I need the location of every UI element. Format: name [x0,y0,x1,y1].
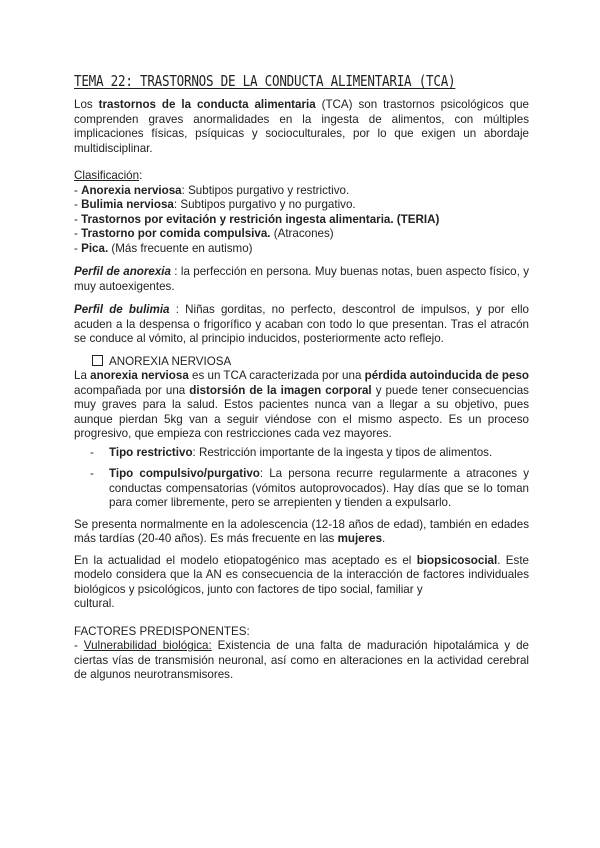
intro-text: Los [74,98,99,111]
list-dash: - [74,198,82,211]
modelo-paragraph [74,554,529,598]
text: . [382,532,386,545]
intro-paragraph [74,98,529,156]
list-item-text: : Subtipos purgativo y no purgativo. [173,198,356,211]
text: . Este modelo considera que la AN es consecuencia de la interacción de factores individuales biológicos y psicológicos, junto con factores de tipo social, familiar y [74,553,529,596]
list-dash: - [74,183,82,197]
intro-term: trastornos de la conducta alimentaria [98,98,316,111]
text: En la actualidad el modelo etiopatogénico mas aceptado es el [74,553,417,567]
list-item-text: (Más frecuente en autismo) [108,241,253,255]
factores-paragraph [74,639,529,683]
text: Existencia de una falta de maduración hipotalámica y de ciertas vías de transmisión neuronal, así como en alteraciones en la actividad cerebral de algunos neurotransmisores. [74,639,529,681]
term: mujeres [337,532,383,545]
list-item-text: : Restricción importante de la ingesta y tipos de alimentos. [192,445,493,459]
perfil-anorexia-label: Perfil de anorexia [74,265,171,278]
list-item-term: Pica. [81,241,109,255]
modelo-paragraph-end [74,597,529,612]
clasificacion-heading-text: Clasificación [74,169,140,182]
anorexia-heading-text: ANOREXIA NERVIOSA [109,354,232,368]
list-item [74,467,529,511]
list-item [74,213,529,228]
factores-label: Vulnerabilidad biológica: [83,639,212,652]
list-item-term: Tipo restrictivo [109,445,193,459]
clasificacion-colon: : [139,169,143,182]
clasificacion-heading [74,169,529,184]
perfil-anorexia-text: : la perfección en persona. Muy buenas notas, buen aspecto físico, y muy autoexigentes. [74,265,529,293]
text: Se presenta normalmente en la adolescencia (12-18 años de edad), también en edades más tardías (20-40 años). Es más frecuente en las [74,517,529,545]
term: distorsión de la imagen corporal [189,383,372,397]
list-item [74,242,529,257]
perfil-bulimia-paragraph [74,303,529,347]
intro-text-2: (TCA) son trastornos psicológicos que comprenden graves anormalidades en la ingesta de alimentos, con múltiples implicaciones físicas, psíquicas y socioculturales, por lo que exigen un abordaje multidisciplinar. [74,98,529,155]
list-item [74,446,529,461]
checkbox-icon [92,355,103,366]
list-item [74,184,529,199]
anorexia-paragraph [74,369,529,442]
list-item-term: Trastorno por comida compulsiva. [81,227,271,240]
list-item-text: : La persona recurre regularmente a atracones y conductas compensatorias (vómitos autoprovocados). Hay días que se lo toman para comer libremente, pero se arrepienten y tienden a expulsarlo. [109,467,529,509]
list-dash: - [74,227,82,240]
document-title: TEMA 22: TRASTORNOS DE LA CONDUCTA ALIMENTARIA (TCA) [74,72,456,90]
list-item-term: Tipo compulsivo/purgativo [109,467,260,480]
term: anorexia nerviosa [90,369,189,382]
list-dash: - [74,639,84,652]
list-dash: - [90,445,94,459]
text: La [74,369,91,382]
list-item-term: Bulimia nerviosa [81,198,174,211]
tipos-list [74,446,529,511]
text: y puede tener consecuencias muy graves para la salud. Estos pacientes nunca van a llegar a su objetivo, pues aunque pierdan 5kg van a seguir viéndose con el mismo aspecto. Es un proceso progresivo, que empieza con restricciones cada vez mayores. [74,383,529,440]
list-item-term: Trastornos por evitación y restrición ingesta alimentaria. (TERIA) [81,212,440,226]
list-dash: - [90,467,94,480]
text: cultural. [74,597,115,610]
term: biopsicosocial [416,553,498,567]
perfil-bulimia-label: Perfil de bulimia [74,303,170,316]
clasificacion-section [74,169,529,256]
term: pérdida autoinducida de peso [364,369,529,382]
list-item [74,198,529,213]
text: es un TCA caracterizada por una [188,369,365,382]
clasificacion-list [74,184,529,257]
anorexia-heading [92,355,529,370]
list-dash: - [74,212,82,226]
list-item-term: Anorexia nerviosa [81,183,182,197]
text: acompañada por una [74,383,190,397]
perfil-anorexia-paragraph [74,265,529,294]
list-item-text: : Subtipos purgativo y restrictivo. [181,183,350,197]
factores-heading: FACTORES PREDISPONENTES: [74,624,250,638]
edad-paragraph [74,518,529,547]
list-item-text: (Atracones) [270,227,334,240]
list-dash: - [74,241,82,255]
list-item [74,227,529,242]
document-page [74,72,529,683]
perfil-bulimia-text: : Niñas gorditas, no perfecto, descontrol de impulsos, y por ello acuden a la despensa o frigorífico y acaban con todo lo que presentan. Tras el atracón se conduce al vómito, al principio inducidos, posteriormente acto reflejo. [74,303,529,345]
